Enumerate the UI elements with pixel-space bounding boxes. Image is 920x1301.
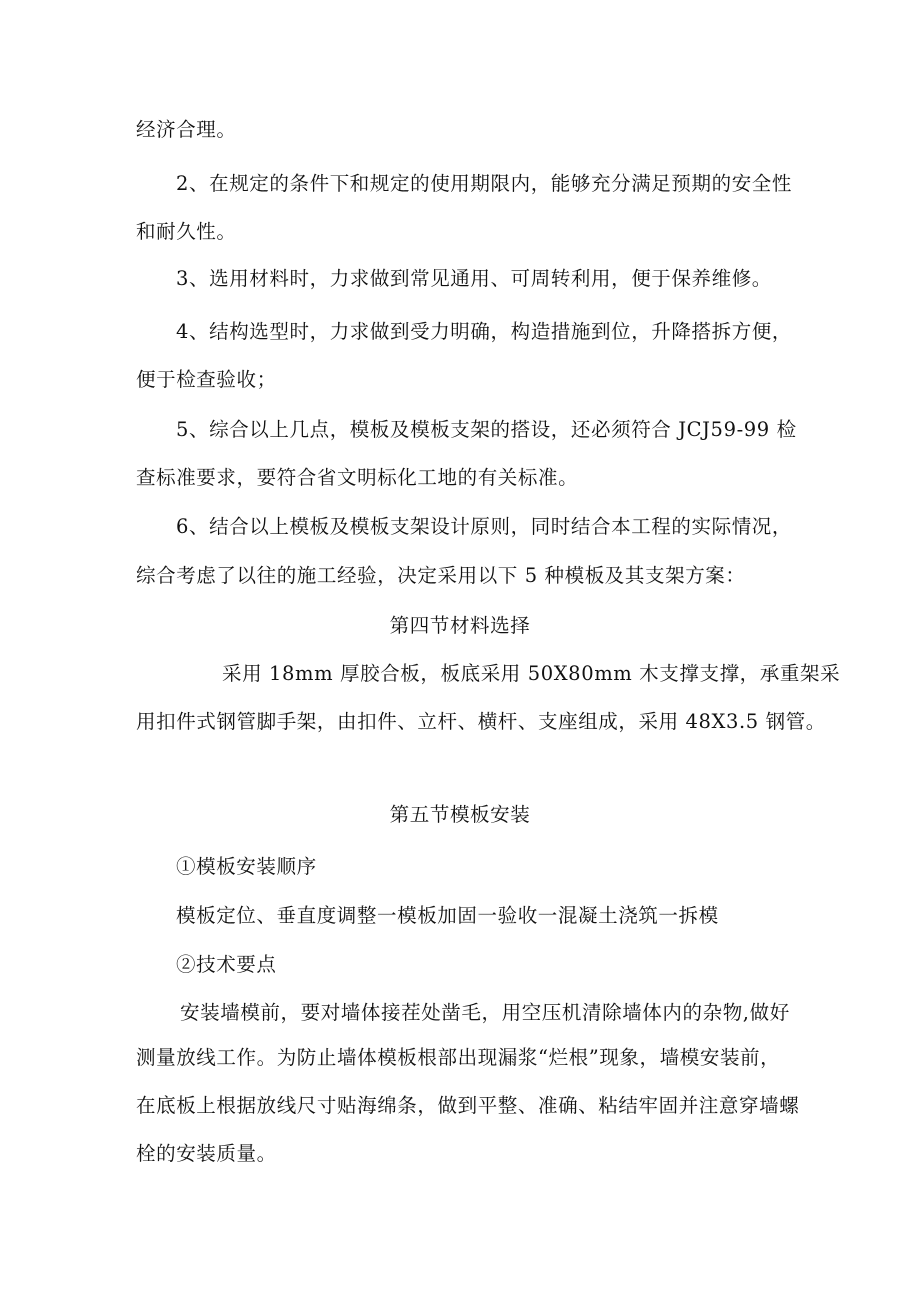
section-4-title: 第四节材料选择 <box>389 614 531 637</box>
subheading: ②技术要点 <box>176 953 277 976</box>
text-line: 便于检查验收； <box>136 368 277 391</box>
section-5-title: 第五节模板安装 <box>389 803 531 826</box>
text-line: 4、结构选型时，力求做到受力明确，构造措施到位，升降搭拆方便， <box>176 320 793 343</box>
text-line: 安装墙模前，要对墙体接茬处凿毛，用空压机清除墙体内的杂物,做好 <box>180 1001 790 1024</box>
text-line: 5、综合以上几点，模板及模板支架的搭设，还必须符合 JCJ59-99 检 <box>176 418 797 441</box>
text-line: 查标准要求，要符合省文明标化工地的有关标准。 <box>136 466 579 489</box>
text-line: 3、选用材料时，力求做到常见通用、可周转利用，便于保养维修。 <box>176 267 772 290</box>
text-line: 6、结合以上模板及模板支架设计原则，同时结合本工程的实际情况， <box>176 515 793 538</box>
text-line: 和耐久性。 <box>136 220 237 243</box>
text-line: 采用 18mm 厚胶合板，板底采用 50X80mm 木支撑支撑，承重架采 <box>222 662 841 685</box>
text-line: 经济合理。 <box>136 118 237 141</box>
text-line: 栓的安装质量。 <box>136 1142 277 1165</box>
text-line: 测量放线工作。为防止墙体模板根部出现漏浆“烂根”现象，墙模安装前， <box>136 1046 781 1069</box>
text-line: 2、在规定的条件下和规定的使用期限内，能够充分满足预期的安全性 <box>176 172 793 195</box>
text-line: 综合考虑了以往的施工经验，决定采用以下 5 种模板及其支架方案： <box>136 564 746 587</box>
text-line: 用扣件式钢管脚手架，由扣件、立杆、横杆、支座组成，采用 48X3.5 钢管。 <box>136 710 826 733</box>
text-line: 模板定位、垂直度调整一模板加固一验收一混凝土浇筑一拆模 <box>176 904 719 927</box>
text-line: 在底板上根据放线尺寸贴海绵条，做到平整、准确、粘结牢固并注意穿墙螺 <box>136 1094 800 1117</box>
subheading: ①模板安装顺序 <box>176 855 317 878</box>
